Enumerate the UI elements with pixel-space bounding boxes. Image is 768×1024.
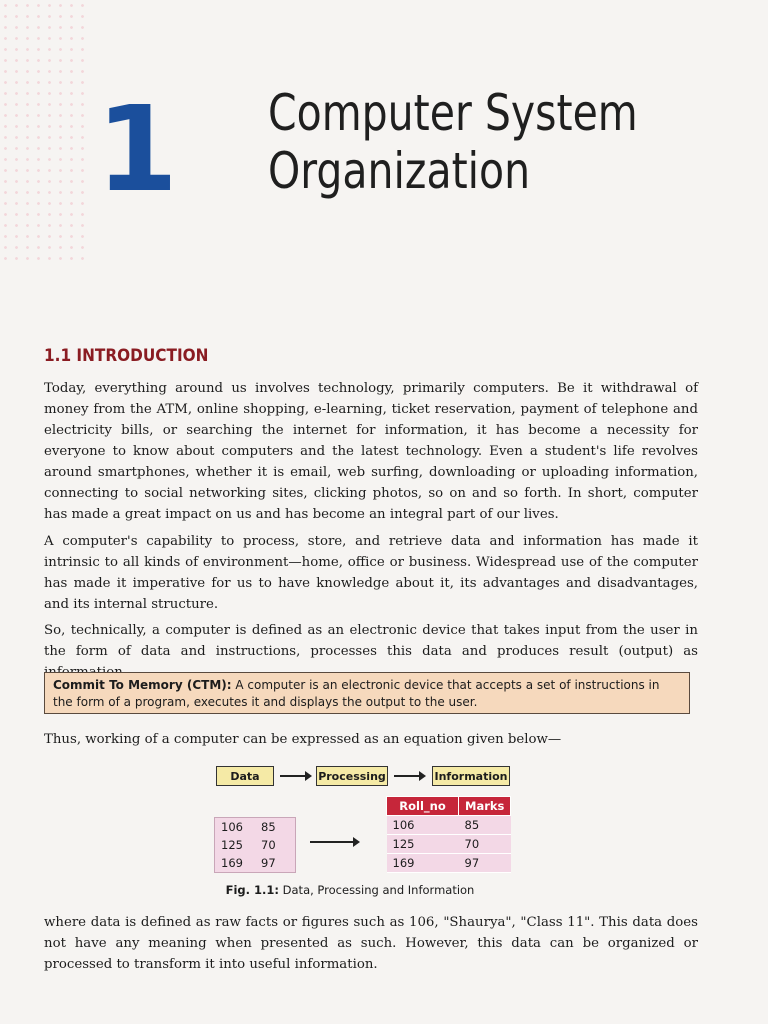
table-cell: 85	[459, 816, 511, 835]
chapter-title-line-1: Computer System	[268, 84, 638, 142]
raw-data-table	[214, 817, 296, 873]
paragraph-definition: So, technically, a computer is defined as an electronic device that takes input from the user in the form of data and instructions, processes this data and produces result (output) as	[44, 623, 698, 659]
commit-to-memory-box	[44, 672, 690, 714]
figure-caption	[0, 883, 700, 897]
flow-arrow-2	[394, 775, 424, 777]
equation-intro: Thus, working of a computer can be expressed as an equation given below—	[44, 732, 562, 747]
table-header-roll-no: Roll_no	[387, 797, 459, 816]
flow-box-data: Data	[216, 766, 274, 786]
section-heading: 1.1 INTRODUCTION	[44, 346, 209, 366]
processing-arrow	[310, 841, 358, 843]
organized-information-table	[386, 796, 511, 873]
paragraph-capability: A computer's capability to process, store, and retrieve data and information has made it intrinsic to all kinds of environment—home, office or business. Widespread use of the computer has made it imperative for us to have knowledge about it, its advantages and disadvantages, and its internal structure.	[44, 534, 698, 612]
figure-caption-text: Data, Processing and Information	[279, 883, 475, 897]
raw-cell: 70	[261, 838, 276, 852]
paragraph-data-definition: where data is defined as raw facts or figures such as 106, "Shaurya", "Class 11". This data does not have any meaning when presented as such. However, this data can be organized or processed to transform it into useful information.	[44, 915, 698, 972]
paragraph-introduction: Today, everything around us involves technology, primarily computers. Be it withdrawal of money from the ATM, online shopping, e-learning, ticket reservation, payment of telephone and electricity bills, or searching the internet for information, it has become a necessity for everyone to know about computers and the latest technology. Even a student's life revolves around smartphones, whether it is email, web surfing, downloading or uploading information, connecting to social networking sites, clicking photos, so on and so forth. In short, computer has made a great impact on us and has become an integral part of our lives.	[44, 381, 698, 522]
table-cell: 169	[387, 854, 459, 873]
table-header-row	[387, 797, 511, 816]
table-cell: 106	[387, 816, 459, 835]
table-cell: 97	[459, 854, 511, 873]
chapter-title	[268, 84, 638, 200]
raw-cell: 106	[221, 820, 243, 834]
table-row	[215, 818, 296, 837]
raw-cell: 85	[261, 820, 276, 834]
table-cell: 70	[459, 835, 511, 854]
ctm-text: A computer is an electronic device that accepts a set of instructions in the form of a program, executes it and displays the output to the user.	[53, 678, 660, 709]
figure-caption-label: Fig. 1.1:	[225, 883, 279, 897]
chapter-number: 1	[96, 80, 173, 218]
table-row	[215, 854, 296, 873]
table-row	[215, 836, 296, 854]
table-row	[387, 835, 511, 854]
raw-cell: 169	[221, 856, 243, 870]
flow-box-information: Information	[432, 766, 510, 786]
flow-box-processing: Processing	[316, 766, 388, 786]
raw-cell: 125	[221, 838, 243, 852]
raw-cell: 97	[261, 856, 276, 870]
flow-arrow-1	[280, 775, 310, 777]
chapter-title-line-2: Organization	[268, 142, 531, 200]
decorative-dot-pattern	[0, 0, 90, 260]
table-row	[387, 854, 511, 873]
table-header-marks: Marks	[459, 797, 511, 816]
table-cell: 125	[387, 835, 459, 854]
ctm-label: Commit To Memory (CTM):	[53, 678, 232, 692]
table-row	[387, 816, 511, 835]
